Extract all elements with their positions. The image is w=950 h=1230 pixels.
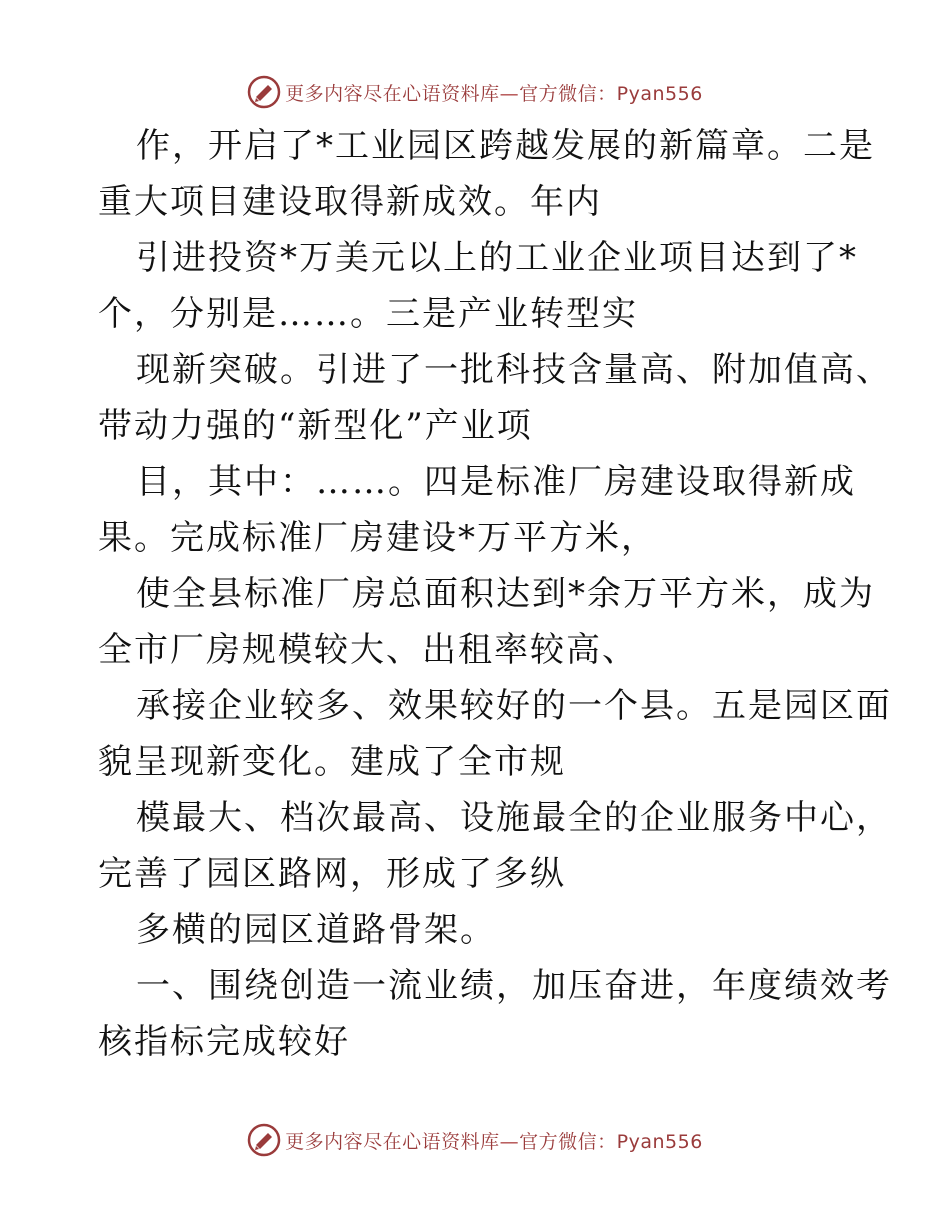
- text-line: 个，分别是……。三是产业转型实: [98, 294, 638, 334]
- text-line: 目，其中：……。四是标准厂房建设取得新成: [136, 462, 856, 502]
- text-line: 多横的园区道路骨架。: [136, 910, 496, 950]
- text-line: 重大项目建设取得新成效。年内: [98, 182, 602, 222]
- text-line: 果。完成标准厂房建设*万平方米，: [98, 518, 657, 558]
- text-line: 作，开启了*工业园区跨越发展的新篇章。二是: [136, 126, 875, 166]
- text-line: 现新突破。引进了一批科技含量高、附加值高、: [136, 350, 892, 390]
- text-line: 模最大、档次最高、设施最全的企业服务中心，: [136, 798, 892, 838]
- book-pen-logo-icon: [247, 1123, 281, 1157]
- text-line: 引进投资*万美元以上的工业企业项目达到了*: [136, 238, 858, 278]
- header-watermark: [0, 72, 950, 112]
- text-line: 全市厂房规模较大、出租率较高、: [98, 630, 638, 670]
- text-line: 承接企业较多、效果较好的一个县。五是园区面: [136, 686, 892, 726]
- watermark-text: 更多内容尽在心语资料库—官方微信：Pyan556: [285, 1130, 703, 1153]
- document-body: [98, 118, 892, 1070]
- text-line: 一、围绕创造一流业绩，加压奋进，年度绩效考: [136, 966, 892, 1006]
- text-line: 完善了园区路网，形成了多纵: [98, 854, 566, 894]
- text-line: 貌呈现新变化。建成了全市规: [98, 742, 566, 782]
- text-line: 使全县标准厂房总面积达到*余万平方米，成为: [136, 574, 875, 614]
- book-pen-logo-icon: [247, 75, 281, 109]
- text-line: 核指标完成较好: [98, 1022, 350, 1062]
- text-line: 带动力强的“新型化”产业项: [98, 406, 533, 446]
- footer-watermark: [0, 1120, 950, 1160]
- watermark-text: 更多内容尽在心语资料库—官方微信：Pyan556: [285, 82, 703, 105]
